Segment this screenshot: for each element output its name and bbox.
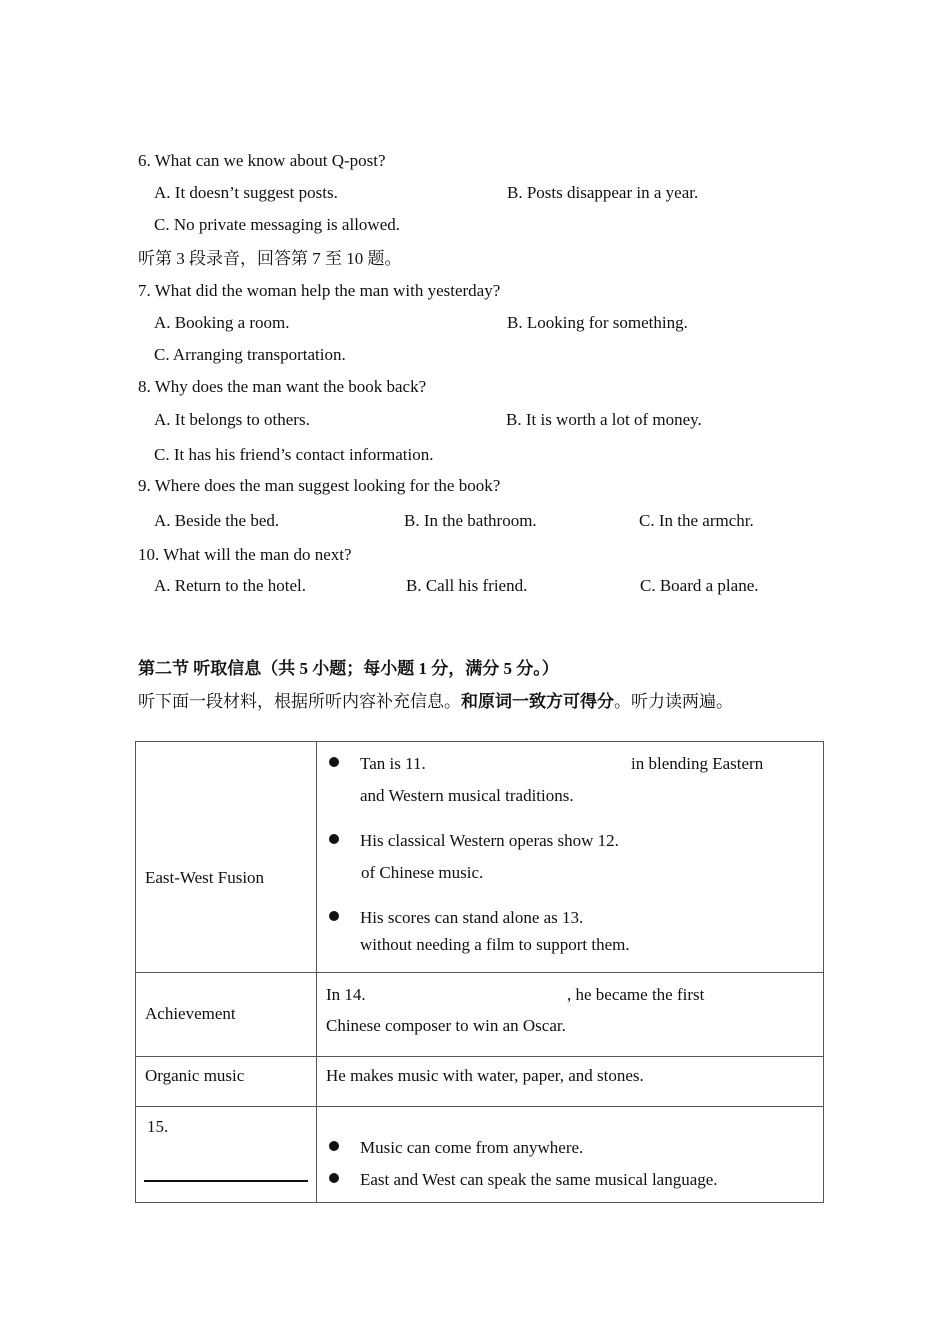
question-6-option-c: C. No private messaging is allowed. [154, 215, 400, 234]
blank-14-text-after: , he became the first [567, 985, 705, 1004]
question-9-option-c: C. In the armchr. [639, 511, 754, 530]
section2-instruction [138, 692, 733, 712]
row-label-blank-15: 15. [147, 1117, 169, 1136]
question-9-stem: 9. Where does the man suggest looking for the book? [138, 476, 501, 495]
question-6-option-b: B. Posts disappear in a year. [507, 183, 699, 202]
bullet-icon [329, 1173, 339, 1183]
question-10-option-b: B. Call his friend. [406, 576, 528, 595]
bullet-text-music-anywhere: Music can come from anywhere. [360, 1138, 584, 1157]
row-label-achievement: Achievement [145, 1004, 236, 1023]
blank-14-text-continued: Chinese composer to win an Oscar. [326, 1016, 566, 1035]
bullet-icon [329, 1141, 339, 1151]
question-6-stem: 6. What can we know about Q-post? [138, 151, 386, 170]
question-8-option-a: A. It belongs to others. [154, 410, 310, 429]
blank-12-text-continued: of Chinese music. [361, 863, 484, 882]
section2-instruction-bold: 和原词一致方可得分 [461, 692, 614, 711]
blank-13-text-continued: without needing a film to support them. [360, 935, 630, 954]
question-8-option-c: C. It has his friend’s contact information. [154, 445, 434, 464]
blank-11-text-continued: and Western musical traditions. [360, 786, 574, 805]
section2-instruction-b: 。听力读两遍。 [614, 692, 733, 711]
question-10-option-c: C. Board a plane. [640, 576, 759, 595]
section2-instruction-a: 听下面一段材料，根据所听内容补充信息。 [138, 692, 461, 711]
row-label-east-west-fusion: East-West Fusion [145, 868, 265, 887]
question-10-stem: 10. What will the man do next? [138, 545, 352, 564]
bullet-icon [329, 834, 339, 844]
bullet-icon [329, 757, 339, 767]
blank-13-text: His scores can stand alone as 13. [360, 908, 584, 927]
section2-title: 第二节 听取信息（共 5 小题；每小题 1 分，满分 5 分。） [138, 659, 559, 678]
question-7-option-c: C. Arranging transportation. [154, 345, 346, 364]
blank-11-text-after: in blending Eastern [631, 754, 764, 773]
question-8-stem: 8. Why does the man want the book back? [138, 377, 427, 396]
bullet-icon [329, 911, 339, 921]
bullet-text-east-west-language: East and West can speak the same musical language. [360, 1170, 718, 1189]
question-7-option-a: A. Booking a room. [154, 313, 290, 332]
blank-11-text: Tan is 11. [360, 754, 426, 773]
question-9-option-a: A. Beside the bed. [154, 511, 280, 530]
question-7-option-b: B. Looking for something. [507, 313, 688, 332]
question-10-option-a: A. Return to the hotel. [154, 576, 307, 595]
section3-instruction: 听第 3 段录音，回答第 7 至 10 题。 [138, 249, 402, 268]
row-label-organic-music: Organic music [145, 1066, 245, 1085]
blank-12-text: His classical Western operas show 12. [360, 831, 619, 850]
blank-14-text: In 14. [326, 985, 366, 1004]
answer-line-15 [144, 1180, 308, 1182]
question-7-stem: 7. What did the woman help the man with yesterday? [138, 281, 501, 300]
question-9-option-b: B. In the bathroom. [404, 511, 537, 530]
question-8-option-b: B. It is worth a lot of money. [506, 410, 702, 429]
question-6-option-a: A. It doesn’t suggest posts. [154, 183, 338, 202]
organic-music-text: He makes music with water, paper, and stones. [326, 1066, 644, 1085]
